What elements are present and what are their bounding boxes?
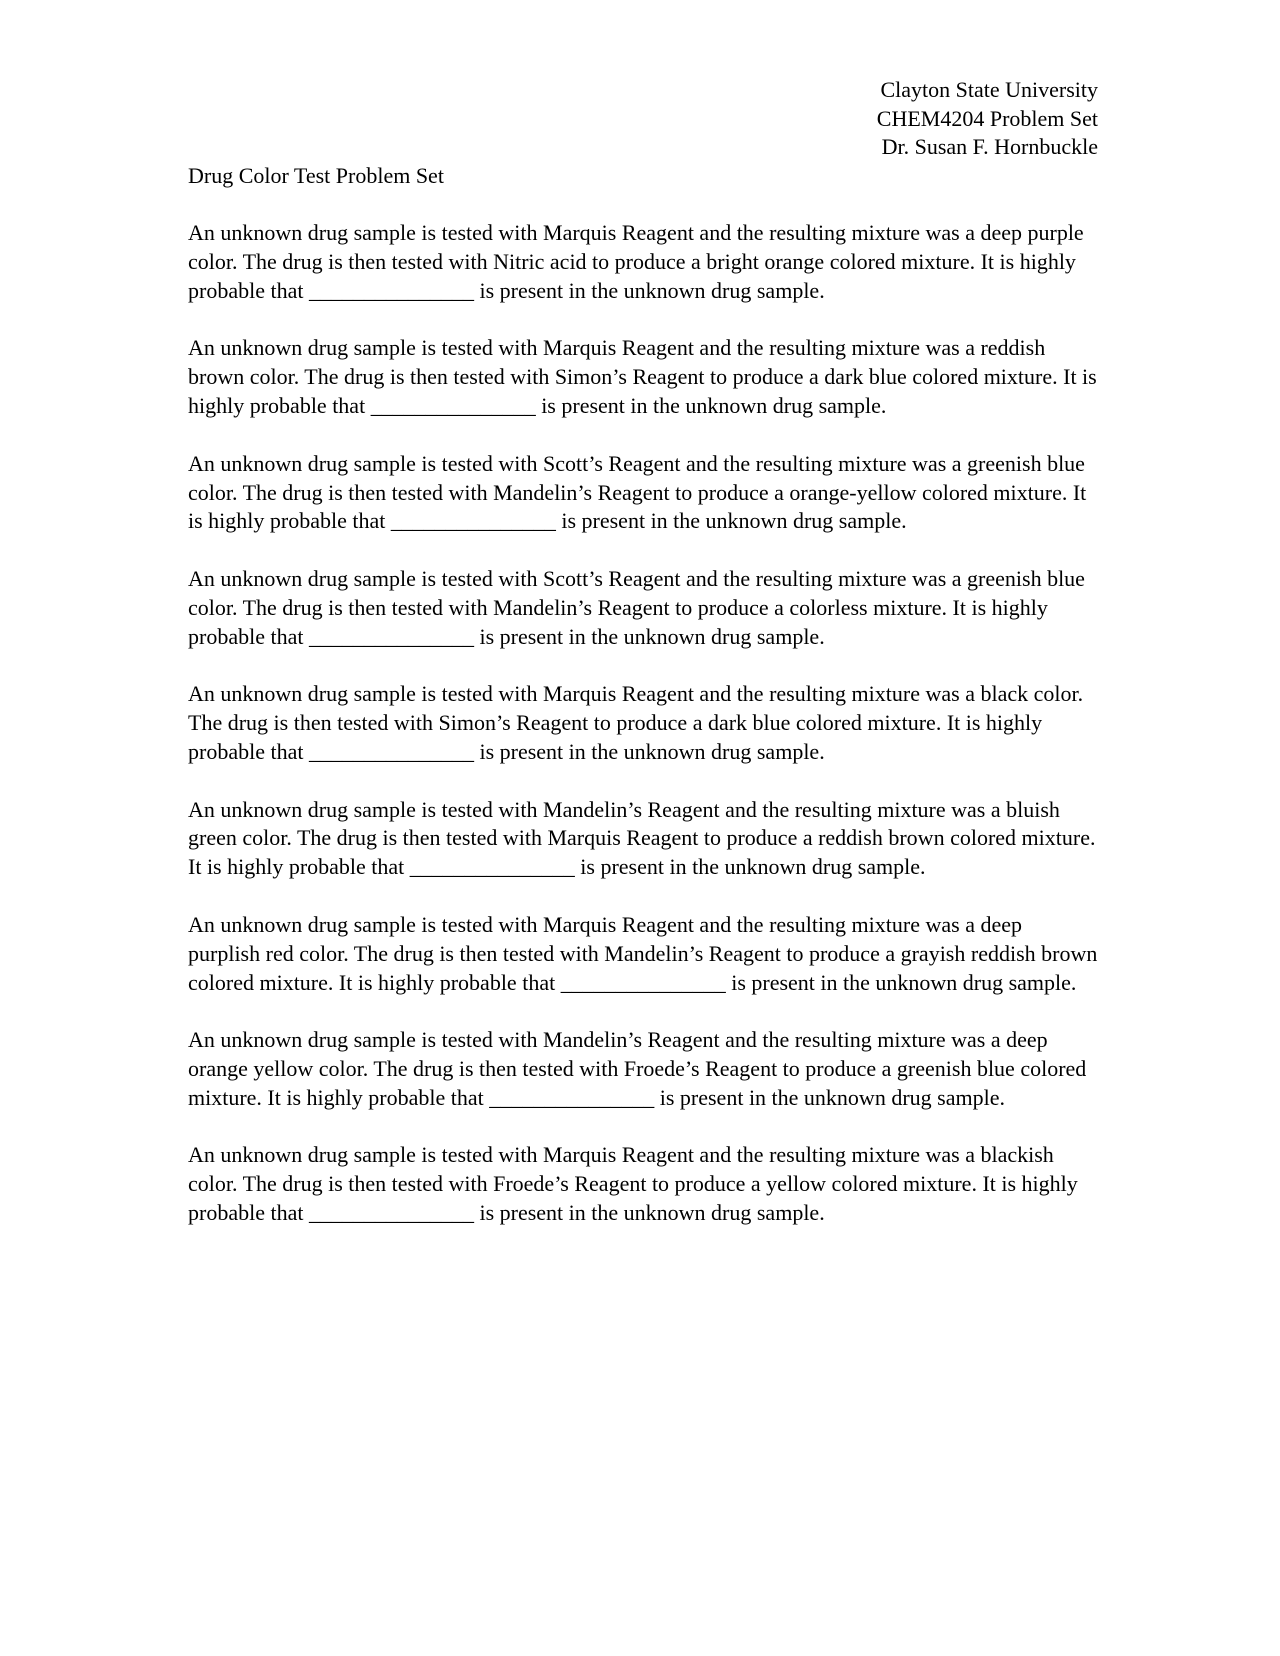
answer-blank: _______________ [560,969,726,995]
answer-blank: _______________ [308,739,474,765]
header-institution: Clayton State University [880,77,1098,102]
document-page [188,76,1098,1616]
problem-text-after: is present in the unknown drug sample. [473,739,825,765]
header-instructor: Dr. Susan F. Hornbuckle [881,134,1098,160]
problem-text-after: is present in the unknown drug sample. [473,1200,825,1226]
problem-text-after: is present in the unknown drug sample. [473,277,825,303]
problem-text [188,911,1098,998]
problem-text-before: An unknown drug sample is tested with Marquis Reagent and the resulting mixture was a deep purplish red color. The drug is then tested with Mandelin’s Reagent to produce a grayish reddish brown colored mixture. It is highly probable that [188,911,1098,995]
problem-text-before: An unknown drug sample is tested with Marquis Reagent and the resulting mixture was a blackish color. The drug is then tested with Froede’s Reagent to produce a yellow colored mixture. It is highly probable that [188,1142,1078,1226]
header-course: CHEM4204 Problem Set [876,105,1098,131]
problem-text-after: is present in the unknown drug sample. [574,854,926,880]
document-header [188,76,1098,162]
problem-text [188,219,1098,306]
problem-text-after: is present in the unknown drug sample. [725,969,1077,995]
problem-item [188,334,1098,421]
problem-text-before: An unknown drug sample is tested with Marquis Reagent and the resulting mixture was a black color. The drug is then tested with Simon’s Reagent to produce a dark blue colored mixture. It is highly probable that [188,681,1084,765]
problem-text-after: is present in the unknown drug sample. [535,393,887,419]
answer-blank: _______________ [390,508,556,534]
problem-text [188,1141,1098,1228]
problem-text-after: is present in the unknown drug sample. [555,508,907,534]
problem-list [188,219,1098,1228]
problem-text [188,450,1098,537]
problem-item [188,219,1098,306]
problem-text-before: An unknown drug sample is tested with Mandelin’s Reagent and the resulting mixture was a bluish green color. The drug is then tested with Marquis Reagent to produce a reddish brown colored mixture. It is highly probable that [188,796,1096,880]
problem-text [188,796,1098,883]
problem-text [188,1026,1098,1113]
answer-blank: _______________ [370,393,536,419]
problem-text [188,334,1098,421]
answer-blank: _______________ [308,277,474,303]
problem-text-before: An unknown drug sample is tested with Marquis Reagent and the resulting mixture was a reddish brown color. The drug is then tested with Simon’s Reagent to produce a dark blue colored mixture. It is highly probable that [188,335,1097,419]
problem-text-before: An unknown drug sample is tested with Scott’s Reagent and the resulting mixture was a greenish blue color. The drug is then tested with Mandelin’s Reagent to produce a orange-yellow colored mixture. It is highly probable that [188,450,1087,534]
problem-item [188,796,1098,883]
answer-blank: _______________ [489,1084,655,1110]
problem-item [188,911,1098,998]
problem-item [188,450,1098,537]
problem-item [188,565,1098,652]
problem-text-before: An unknown drug sample is tested with Marquis Reagent and the resulting mixture was a deep purple color. The drug is then tested with Nitric acid to produce a bright orange colored mixture. It is highly probable that [188,219,1084,303]
problem-text [188,565,1098,652]
problem-text-before: An unknown drug sample is tested with Mandelin’s Reagent and the resulting mixture was a deep orange yellow color. The drug is then tested with Froede’s Reagent to produce a greenish blue colored mixture. It is highly probable that [188,1027,1087,1110]
problem-item [188,1141,1098,1228]
problem-item [188,680,1098,767]
problem-text-after: is present in the unknown drug sample. [654,1084,1005,1110]
document-title: Drug Color Test Problem Set [188,162,444,188]
answer-blank: _______________ [308,623,474,649]
problem-text-after: is present in the unknown drug sample. [473,623,825,649]
answer-blank: _______________ [308,1200,474,1226]
answer-blank: _______________ [409,854,575,880]
problem-text [188,680,1098,767]
problem-text-before: An unknown drug sample is tested with Scott’s Reagent and the resulting mixture was a greenish blue color. The drug is then tested with Mandelin’s Reagent to produce a colorless mixture. It is highly probable that [188,565,1085,649]
problem-item [188,1026,1098,1113]
